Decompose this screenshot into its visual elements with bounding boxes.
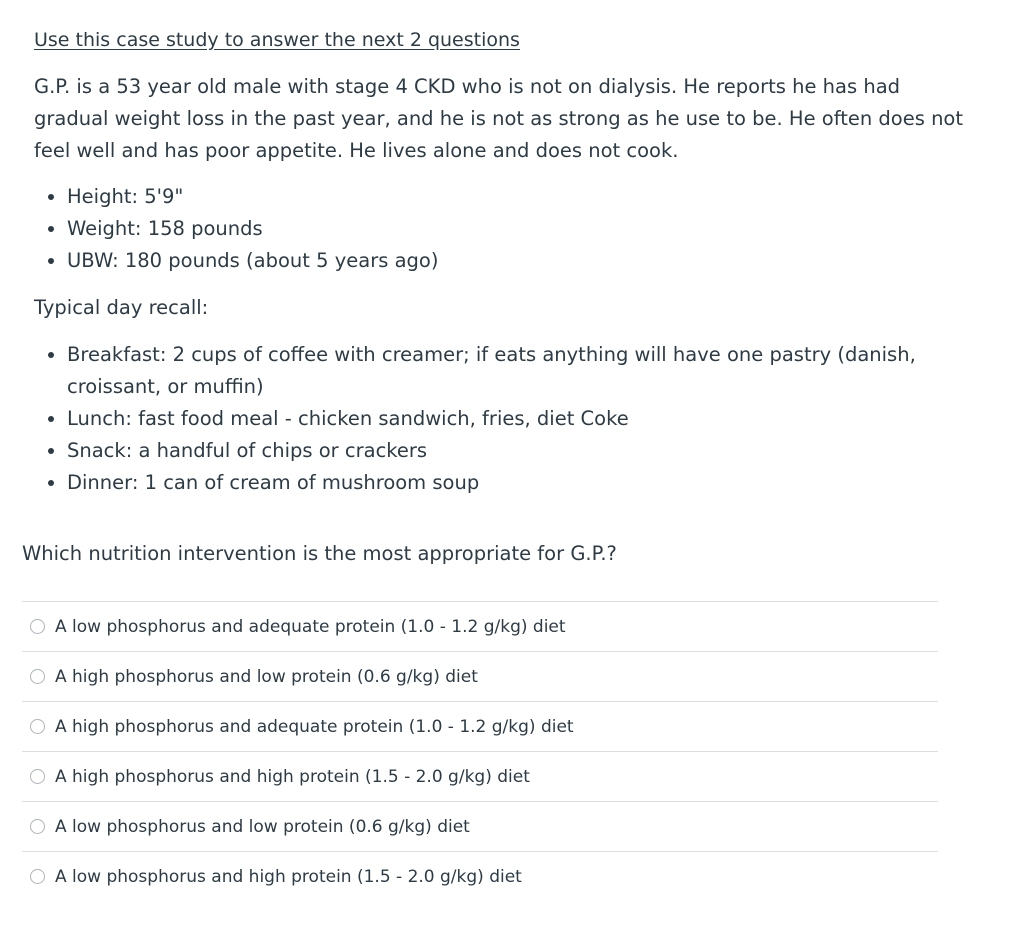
answer-label: A low phosphorus and adequate protein (1.0 - 1.2 g/kg) diet xyxy=(55,616,566,637)
case-study xyxy=(34,26,974,499)
height-fact: • Height: 5'9" xyxy=(67,181,974,213)
answer-label: A high phosphorus and low protein (0.6 g/kg) diet xyxy=(55,666,478,687)
answer-label: A low phosphorus and low protein (0.6 g/kg) diet xyxy=(55,816,470,837)
breakfast-item: • Breakfast: 2 cups of coffee with creamer; if eats anything will have one pastry (danish, croissant, or muffin) xyxy=(67,339,974,403)
radio-button[interactable] xyxy=(30,719,45,734)
radio-button[interactable] xyxy=(30,769,45,784)
weight-fact: • Weight: 158 pounds xyxy=(67,213,974,245)
answer-option[interactable] xyxy=(22,751,938,801)
answer-option[interactable] xyxy=(22,601,938,651)
answer-option[interactable] xyxy=(22,651,938,701)
radio-button[interactable] xyxy=(30,619,45,634)
case-study-intro: Use this case study to answer the next 2 questions xyxy=(34,29,520,51)
dinner-item: • Dinner: 1 can of cream of mushroom soup xyxy=(67,467,974,499)
answer-list xyxy=(22,601,938,901)
answer-label: A high phosphorus and adequate protein (1.0 - 1.2 g/kg) diet xyxy=(55,716,574,737)
lunch-item: • Lunch: fast food meal - chicken sandwich, fries, diet Coke xyxy=(67,403,974,435)
diet-recall-title: Typical day recall: xyxy=(34,296,209,319)
question-text: Which nutrition intervention is the most appropriate for G.P.? xyxy=(22,542,617,565)
snack-item: • Snack: a handful of chips or crackers xyxy=(67,435,974,467)
patient-facts-list xyxy=(34,181,974,277)
answer-label: A low phosphorus and high protein (1.5 - 2.0 g/kg) diet xyxy=(55,866,522,887)
radio-button[interactable] xyxy=(30,819,45,834)
answer-option[interactable] xyxy=(22,801,938,851)
radio-button[interactable] xyxy=(30,869,45,884)
answer-option[interactable] xyxy=(22,701,938,751)
answer-label: A high phosphorus and high protein (1.5 - 2.0 g/kg) diet xyxy=(55,766,530,787)
diet-recall-list xyxy=(34,339,974,499)
patient-scenario: G.P. is a 53 year old male with stage 4 CKD who is not on dialysis. He reports he has had gradual weight loss in the past year, and he is not as strong as he use to be. He often does not feel well and has poor appetite. He lives alone and does not cook. xyxy=(34,75,964,162)
ubw-fact: • UBW: 180 pounds (about 5 years ago) xyxy=(67,245,974,277)
answer-option[interactable] xyxy=(22,851,938,901)
radio-button[interactable] xyxy=(30,669,45,684)
